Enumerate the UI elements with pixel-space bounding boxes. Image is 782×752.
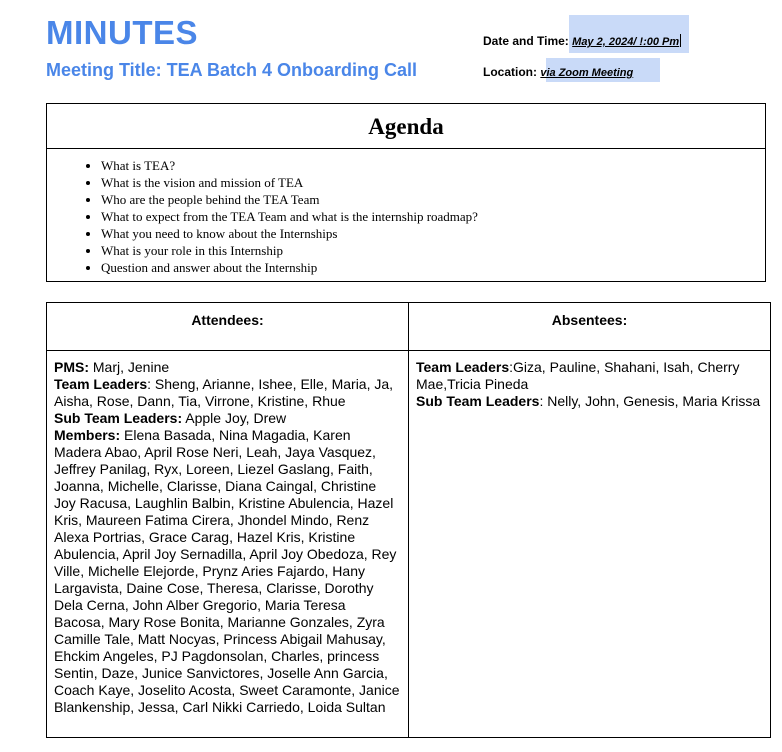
agenda-item[interactable]: • Question and answer about the Internship xyxy=(101,259,765,276)
members-label: Members: xyxy=(54,427,121,443)
attendees-pms xyxy=(54,359,400,376)
agenda-item[interactable]: • What is TEA? xyxy=(101,157,765,174)
agenda-item[interactable]: • What you need to know about the Internships xyxy=(101,225,765,242)
absent-sub-team-leaders-label: Sub Team Leaders xyxy=(416,393,540,409)
pms-names: Marj, Jenine xyxy=(89,359,170,375)
location-value[interactable]: via Zoom Meeting xyxy=(540,67,634,79)
attendees-members xyxy=(54,427,400,716)
sub-team-leaders-names: Apple Joy, Drew xyxy=(182,410,287,426)
sub-team-leaders-label: Sub Team Leaders: xyxy=(54,410,183,426)
absent-team-leaders-names: :Giza, Pauline, Shahani, Isah, Cherry Mae,Tricia Pineda xyxy=(416,359,740,392)
absentees-team-leaders xyxy=(416,359,762,393)
meeting-title: Meeting Title: TEA Batch 4 Onboarding Call xyxy=(46,60,418,80)
attendees-cell[interactable] xyxy=(47,351,409,738)
attendees-sub-team-leaders xyxy=(54,410,400,427)
location-field[interactable] xyxy=(483,65,633,79)
agenda-item[interactable]: • What is your role in this Internship xyxy=(101,242,765,259)
agenda-item[interactable]: • Who are the people behind the TEA Team xyxy=(101,191,765,208)
attendance-table xyxy=(46,302,771,738)
agenda-box xyxy=(46,103,766,282)
agenda-heading: Agenda xyxy=(47,104,765,149)
agenda-list xyxy=(47,149,765,276)
date-time-label: Date and Time: xyxy=(483,34,569,48)
agenda-item[interactable]: • What to expect from the TEA Team and what is the internship roadmap? xyxy=(101,208,765,225)
pms-label: PMS: xyxy=(54,359,89,375)
team-leaders-label: Team Leaders xyxy=(54,376,148,392)
members-names: Elena Basada, Nina Magadia, Karen Madera Abao, April Rose Neri, Leah, Jaya Vasquez, Jeffrey Panilag, Ryx, Loreen, Liezel Gaslang, Faith, Joanna, Michelle, Clarisse, Diana Caingal, Christine Joy Racusa, Laughlin Balbin, Kristine Abulencia, Hazel Kris, Maureen Fatima Cirera, Jhondel Mindo, Renz Alexa Portrias, Grace Carag, Hazel Kris, Kristine Abulencia, April Joy Sernadilla, April Joy Obedoza, Rey Ville, Michelle Elejorde, Prynz Aries Fajardo, Hany Largavista, Daine Cose, Theresa, Clarisse, Dorothy Dela Cerna, John Alber Gregorio, Maria Teresa Bacosa, Mary Rose Bonita, Marianne Gonzales, Zyra Camille Tale, Matt Nocyas, Princess Abigail Mahusay, Ehckim Angeles, PJ Pagdonsolan, Charles, princess Sentin, Daze, Junice Sanvictores, Joselle Ann Garcia, Coach Kaye, Joselito Acosta, Sweet Caramonte, Janice Blankenship, Jessa, Carl Nikki Carriedo, Loida Sultan xyxy=(54,427,400,715)
absent-team-leaders-label: Team Leaders xyxy=(416,359,510,375)
document-title: MINUTES xyxy=(46,14,198,51)
absentees-sub-team-leaders xyxy=(416,393,762,410)
location-label: Location: xyxy=(483,65,537,79)
team-leaders-names: : Sheng, Arianne, Ishee, Elle, Maria, Ja, Aisha, Rose, Dann, Tia, Virrone, Kristine, Rhue xyxy=(54,376,394,409)
attendees-heading[interactable]: Attendees: xyxy=(47,303,409,351)
date-time-field[interactable] xyxy=(483,34,681,48)
date-time-value[interactable]: May 2, 2024/ !:00 Pm xyxy=(572,36,680,48)
text-cursor xyxy=(680,34,681,47)
absent-sub-team-leaders-names: : Nelly, John, Genesis, Maria Krissa xyxy=(539,393,761,409)
agenda-item[interactable]: • What is the vision and mission of TEA xyxy=(101,174,765,191)
absentees-heading[interactable]: Absentees: xyxy=(409,303,771,351)
attendees-team-leaders xyxy=(54,376,400,410)
absentees-cell[interactable] xyxy=(409,351,771,738)
